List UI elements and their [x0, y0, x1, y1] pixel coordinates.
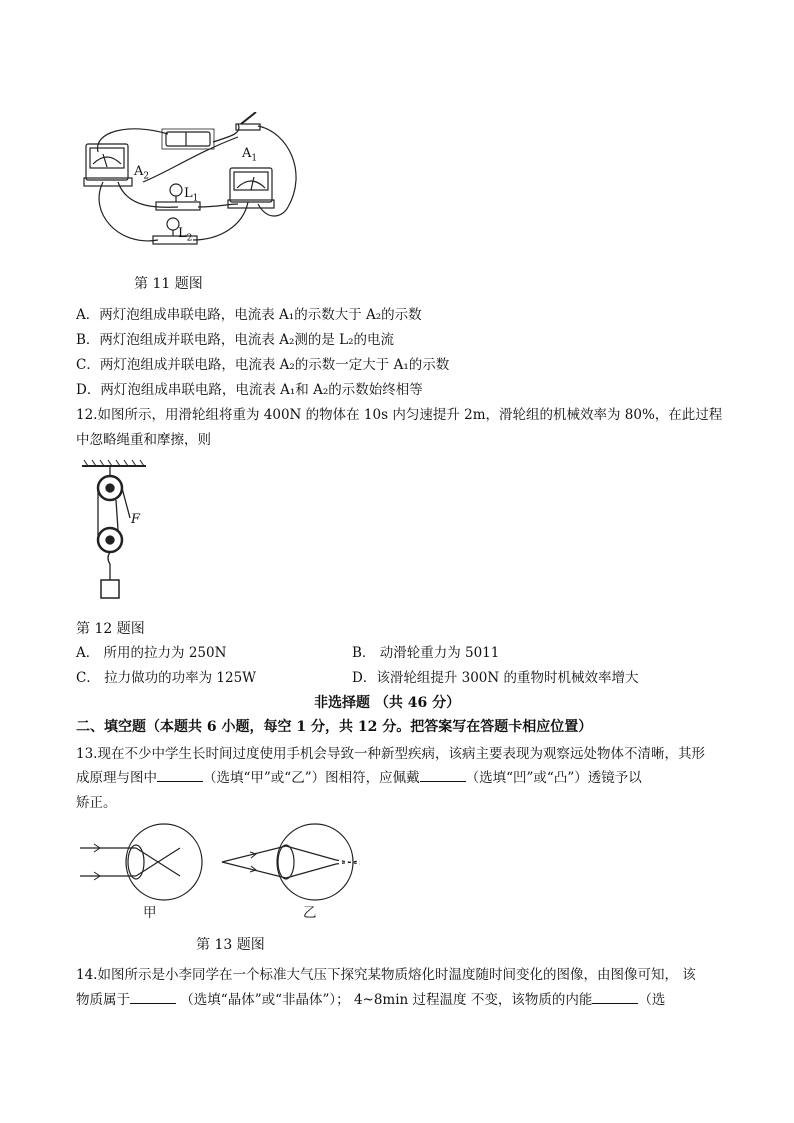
- label-l1: $L_1$: [184, 186, 199, 204]
- q13-line-2: 成原理与图中 （选填“甲”或“乙”）图相符，应佩戴 （选填“凹”或“凸”）透镜予以: [76, 770, 642, 786]
- pulley-figure: [80, 460, 160, 610]
- label-yi: 乙: [303, 905, 317, 921]
- q12-option-a: A． 所用的拉力为 250N: [76, 645, 227, 661]
- q12-stem-1: 12.如图所示，用滑轮组将重为 400N 的物体在 10s 内匀速提升 2m，滑轮组的机械效率为 80%，在此过程: [76, 407, 723, 423]
- blank-1[interactable]: [157, 769, 203, 782]
- label-l2: $L_2$: [178, 226, 193, 244]
- section-title: 非选择题 （共 46 分）: [314, 695, 461, 711]
- q13-caption: 第 13 题图: [196, 937, 265, 953]
- q11-option-b: B．两灯泡组成并联电路，电流表 A₂测的是 L₂的电流: [76, 332, 395, 348]
- section-part2: 二、填空题（本题共 6 小题，每空 1 分，共 12 分。把答案写在答题卡相应位置）: [76, 719, 593, 735]
- q14-line-2: 物质属于 （选填“晶体”或“非晶体”）； 4~8min 过程温度 不变，该物质的内能 （选: [76, 992, 666, 1008]
- blank-2[interactable]: [420, 769, 466, 782]
- q11-caption: 第 11 题图: [134, 276, 203, 292]
- blank-3[interactable]: [130, 991, 176, 1004]
- blank-4[interactable]: [592, 991, 638, 1004]
- q12-stem-2: 中忽略绳重和摩擦，则: [76, 432, 211, 448]
- q11-option-c: C．两灯泡组成并联电路，电流表 A₂的示数一定大于 A₁的示数: [76, 357, 450, 373]
- q11-option-a: A．两灯泡组成串联电路，电流表 A₁的示数大于 A₂的示数: [76, 307, 422, 323]
- q13-line-1: 13.现在不少中学生长时间过度使用手机会导致一种新型疾病，该病主要表现为观察远处物体不清晰，其形: [76, 746, 705, 762]
- q11-option-d: D．两灯泡组成串联电路，电流表 A₁和 A₂的示数始终相等: [76, 382, 423, 398]
- q12-option-c: C． 拉力做功的功率为 125W: [76, 670, 257, 686]
- q12-option-d: D．该滑轮组提升 300N 的重物时机械效率增大: [352, 670, 639, 686]
- q12-option-b: B． 动滑轮重力为 5011: [352, 645, 500, 661]
- label-a2: $A_2$: [134, 164, 150, 182]
- q13-line-3: 矫正。: [76, 795, 117, 811]
- q12-caption: 第 12 题图: [76, 621, 145, 637]
- label-a1: $A_1$: [242, 146, 258, 164]
- q14-line-1: 14.如图所示是小李同学在一个标准大气压下探究某物质熔化时温度随时间变化的图像，由图像可知， 该: [76, 967, 696, 983]
- label-force: F: [131, 512, 141, 527]
- eye-figure: [80, 818, 370, 918]
- label-jia: 甲: [143, 905, 157, 921]
